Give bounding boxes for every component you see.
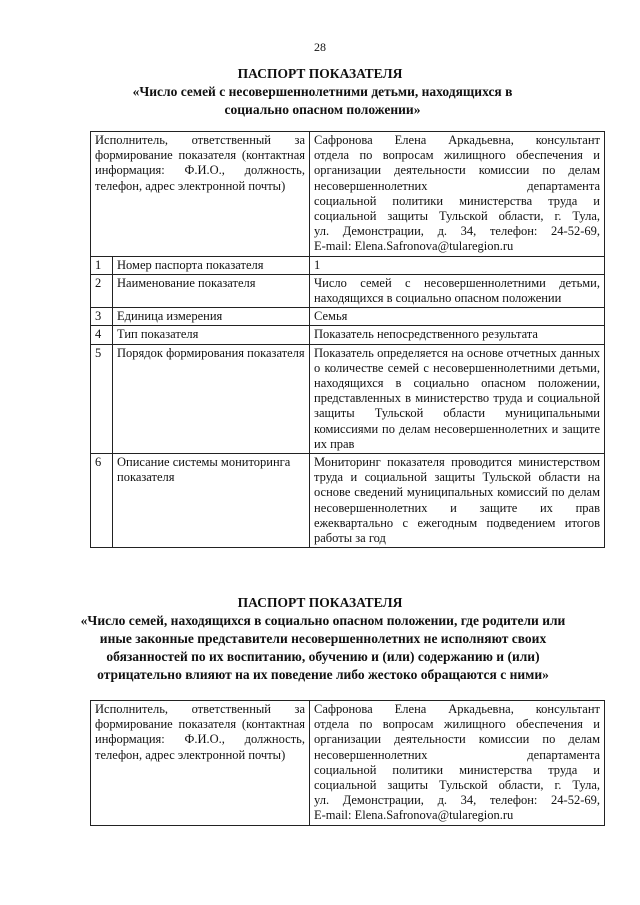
row-number: 2	[91, 274, 113, 307]
executor-value-line: Сафронова Елена Аркадьевна, консультант	[314, 702, 600, 716]
row-number: 1	[91, 256, 113, 274]
executor-row	[91, 132, 605, 257]
row-value: Мониторинг показателя проводится министерством труда и социальной защиты Тульской области на основе сведений муниципальных комиссий по делам несовершеннолетних и защите их прав ежеквартально с ежегодным подведением итогов работы за год	[310, 454, 605, 548]
table-row	[91, 256, 605, 274]
row-number: 3	[91, 308, 113, 326]
row-number: 6	[91, 454, 113, 548]
row-label: Описание системы мониторинга показателя	[113, 454, 310, 548]
passport-1-table	[90, 131, 605, 548]
row-value: Число семей с несовершеннолетними детьми, находящихся в социально опасном положении	[310, 274, 605, 307]
executor-value-line: социальной защиты Тульской области, г. Тула,	[314, 778, 600, 793]
row-value: Показатель определяется на основе отчетных данных о количестве семей с несовершеннолетними детьми, находящихся в социально опасном положении, представленных в министерство труда и социальной защиты Тульской области муниципальными комиссиями по делам несовершеннолетних и защите их прав	[310, 344, 605, 453]
executor-value-line: отдела по вопросам жилищного обеспечения и	[314, 148, 600, 163]
executor-value-line: ул. Демонстрации, д. 34, телефон: 24-52-69,	[314, 224, 600, 239]
table-row	[91, 308, 605, 326]
row-value: Показатель непосредственного результата	[310, 326, 605, 344]
executor-label: Исполнитель, ответственный за формирование показателя (контактная информация: Ф.И.О., должность, телефон, адрес электронной почты)	[91, 132, 310, 257]
row-label: Порядок формирования показателя	[113, 344, 310, 453]
executor-value-line: организации деятельности комиссии по делам	[314, 163, 600, 178]
row-label: Тип показателя	[113, 326, 310, 344]
table-row	[91, 344, 605, 453]
table-row	[91, 326, 605, 344]
passport-1-subtitle: «Число семей с несовершеннолетними детьми, находящихся в социально опасном положении»	[132, 84, 513, 117]
executor-value	[310, 701, 605, 826]
executor-value	[310, 132, 605, 257]
executor-value-line: E-mail: Elena.Safronova@tularegion.ru	[314, 239, 514, 254]
table-row	[91, 454, 605, 548]
passport-2-title: ПАСПОРТ ПОКАЗАТЕЛЯ	[237, 595, 403, 610]
row-number: 4	[91, 326, 113, 344]
executor-value-line: ул. Демонстрации, д. 34, телефон: 24-52-69,	[314, 793, 600, 808]
executor-value-line: несовершеннолетних департамента	[314, 178, 600, 193]
executor-value-line: организации деятельности комиссии по делам	[314, 732, 600, 747]
executor-value-line: Сафронова Елена Аркадьевна, консультант	[314, 133, 600, 147]
executor-value-line: несовершеннолетних департамента	[314, 747, 600, 762]
row-value: 1	[310, 256, 605, 274]
row-label: Наименование показателя	[113, 274, 310, 307]
executor-value-line: социальной политики министерства труда и	[314, 762, 600, 777]
row-label: Номер паспорта показателя	[113, 256, 310, 274]
executor-value-line: социальной политики министерства труда и	[314, 193, 600, 208]
executor-value-line: отдела по вопросам жилищного обеспечения и	[314, 717, 600, 732]
executor-row	[91, 701, 605, 826]
row-number: 5	[91, 344, 113, 453]
executor-label: Исполнитель, ответственный за формирование показателя (контактная информация: Ф.И.О., должность, телефон, адрес электронной почты)	[91, 701, 310, 826]
table-row	[91, 274, 605, 307]
passport-2-table	[90, 700, 605, 826]
passport-2-subtitle: «Число семей, находящихся в социально опасном положении, где родители или иные законные представители несовершеннолетних не исполняют своих обязанностей по их воспитанию, обучению и (или) содержанию и (или) отрицательно влияют на их поведение либо жестоко обращаются с ними»	[80, 613, 566, 682]
executor-value-line: социальной защиты Тульской области, г. Тула,	[314, 209, 600, 224]
passport-1-title: ПАСПОРТ ПОКАЗАТЕЛЯ	[237, 66, 403, 81]
row-label: Единица измерения	[113, 308, 310, 326]
page-number: 28	[314, 40, 326, 54]
executor-value-line: E-mail: Elena.Safronova@tularegion.ru	[314, 808, 514, 823]
row-value: Семья	[310, 308, 605, 326]
